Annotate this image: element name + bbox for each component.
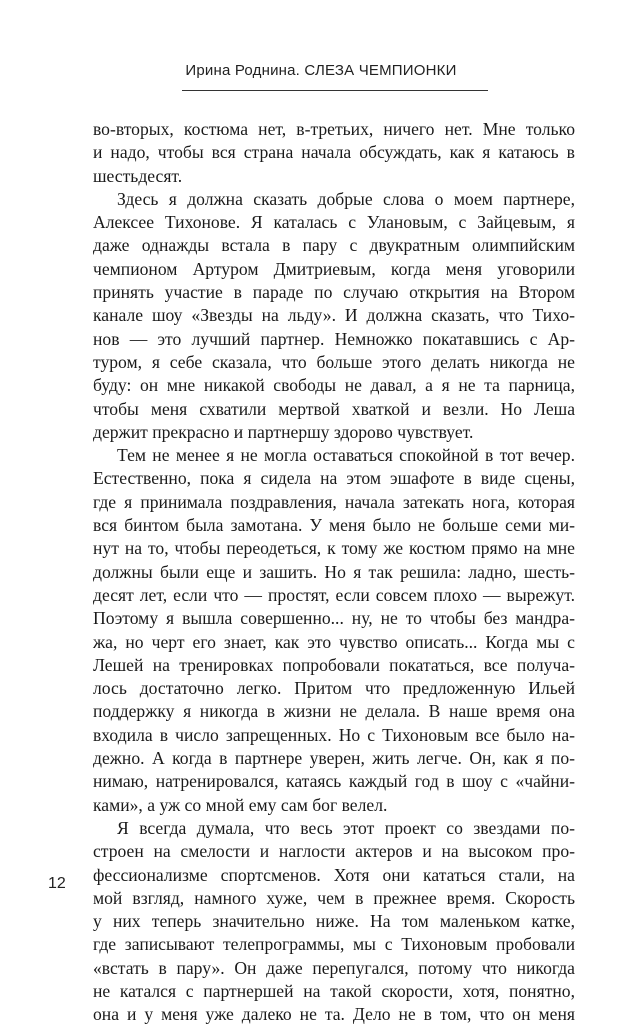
text-line: Естественно, пока я сидела на этом эшафоте в виде сцены, [93, 468, 575, 489]
text-line: Тем не менее я не могла оставаться спокойной в тот вечер. [117, 445, 575, 466]
text-line: нимаю, натренировался, катаясь каждый год в шоу с «чайни- [93, 771, 575, 792]
text-line: жа, но черт его знает, как это чувство описать... Когда мы с [93, 631, 575, 652]
text-line: должны были еще и зашить. Но я так решила: ладно, шесть- [93, 561, 575, 582]
text-line: ками», а уж со мной ему сам бог велел. [93, 794, 388, 815]
text-line: канале шоу «Звезды на льду». И должна сказать, что Тихо- [93, 305, 575, 326]
text-line: чемпионом Артуром Дмитриевым, когда меня уговорили [93, 258, 575, 279]
text-line: чтобы меня схватили мертвой хваткой и везли. Но Леша [93, 398, 575, 419]
page-number: 12 [48, 875, 66, 892]
text-line: даже однажды встала в пару с двукратным олимпийским [93, 235, 575, 256]
text-line: Я всегда думала, что весь этот проект со звездами по- [117, 817, 575, 838]
body-text [93, 118, 575, 1027]
text-line: Алексее Тихонове. Я каталась с Улановым, с Зайцевым, я [93, 212, 575, 233]
text-line: дежно. А когда в партнере уверен, жить легче. Он, как я по- [93, 748, 575, 769]
text-line: «встать в пару». Он даже перепугался, потому что никогда [93, 957, 575, 978]
text-line: лось достаточно легко. Притом что предложенную Ильей [93, 678, 575, 699]
text-line: шестьдесят. [93, 165, 183, 186]
text-line: где записывают телепрограммы, мы с Тихоновым пробовали [93, 934, 575, 955]
text-line: она и у меня уже далеко не та. Дело не в том, что он меня [93, 1004, 575, 1025]
text-line: туром, я себе сказала, что больше этого делать никогда не [93, 351, 575, 372]
text-line: вся бинтом была замотана. У меня было не больше семи ми- [93, 515, 575, 536]
text-line: во-вторых, костюма нет, в-третьих, ничего нет. Мне только [93, 119, 575, 139]
text-line: и надо, чтобы вся страна начала обсуждать, как я катаюсь в [93, 142, 575, 163]
header-rule [182, 90, 488, 91]
text-line: Лешей на тренировках попробовали покататься, все получа- [93, 654, 575, 675]
text-line: входила в число запрещенных. Но с Тихоновым все было на- [93, 724, 575, 745]
text-line: буду: он мне никакой свободы не давал, а я не та парница, [93, 375, 575, 396]
text-line: строен на смелости и наглости актеров и на высоком про- [93, 841, 575, 862]
text-line: принять участие в параде по случаю открытия на Втором [93, 282, 575, 303]
text-line: не катался с партнершей на такой скорости, хотя, понятно, [93, 980, 575, 1001]
text-line: мой взгляд, намного хуже, чем в прежнее время. Скорость [93, 887, 575, 908]
text-line: Поэтому я вышла совершенно... ну, не то чтобы без мандра- [93, 608, 575, 629]
running-title: Ирина Роднина. СЛЕЗА ЧЕМПИОНКИ [185, 62, 457, 79]
text-line: нут на то, чтобы переодеться, к тому же костюм прямо на мне [93, 538, 575, 559]
text-line: Здесь я должна сказать добрые слова о моем партнере, [117, 188, 575, 209]
text-line: нов — это лучший партнер. Немножко покатавшись с Ар- [93, 328, 575, 349]
text-line: поддержку я никогда в жизни не делала. В наше время она [93, 701, 575, 722]
text-line: десят лет, если что — простят, если совсем плохо — вырежут. [93, 584, 575, 605]
text-line: фессионализме спортсменов. Хотя они кататься стали, на [93, 864, 575, 885]
text-line: держит прекрасно и партнершу здорово чувствует. [93, 421, 474, 442]
text-line: у них теперь значительно ниже. На том маленьком катке, [93, 911, 575, 932]
text-line: где я принимала поздравления, начала затекать нога, которая [93, 491, 575, 512]
